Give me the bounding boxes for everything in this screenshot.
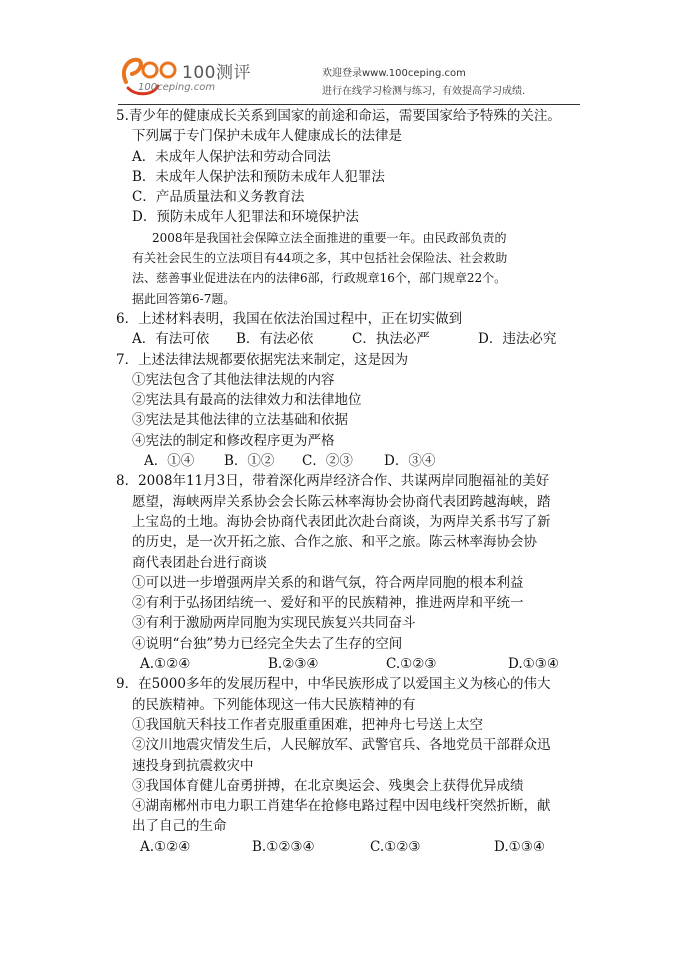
q8-item-2: ②有利于弘扬团结统一、爱好和平的民族精神，推进两岸和平统一 (132, 595, 524, 612)
q5-option-a: A．未成年人保护法和劳动合同法 (132, 148, 331, 165)
q9-item-2-line-2: 速投身到抗震救灾中 (132, 757, 254, 774)
q8-stem-line-4: 的历史，是一次开拓之旅、合作之旅、和平之旅。陈云林率海协会协 (132, 534, 537, 551)
q5-stem-line-1: 5.青少年的健康成长关系到国家的前途和命运，需要国家给予特殊的关注。 (116, 108, 561, 124)
logo-text: 100测评 (182, 63, 251, 83)
q8-item-3: ③有利于激励两岸同胞为实现民族复兴共同奋斗 (132, 615, 416, 632)
q6-options (116, 329, 586, 349)
material-line-4: 据此回答第6-7题。 (132, 291, 236, 306)
material-line-2: 有关社会民生的立法项目有44项之多，其中包括社会保险法、社会救助 (132, 251, 508, 266)
q9-stem-line-1: 9．在5000多年的发展历程中，中华民族形成了以爱国主义为核心的伟大 (116, 676, 551, 693)
q8-stem-line-2: 愿望，海峡两岸关系协会会长陈云林率海协会协商代表团跨越海峡，踏 (132, 493, 551, 510)
q9-option-a: A.①②④ (140, 838, 191, 855)
q7-option-a: A．①④ (144, 453, 195, 470)
q5-option-c: C．产品质量法和义务教育法 (132, 189, 305, 206)
material-line-1: 2008年是我国社会保障立法全面推进的重要一年。由民政部负责的 (152, 230, 507, 245)
question-content (116, 106, 586, 857)
q9-option-c: C.①②③ (370, 838, 421, 855)
q6-option-d: D．违法必究 (478, 331, 557, 348)
q7-stem: 7．上述法律法规都要依据宪法来制定，这是因为 (116, 351, 409, 368)
q7-item-1: ①宪法包含了其他法律法规的内容 (132, 371, 335, 388)
q6-option-a: A．有法可依 (132, 331, 210, 348)
q8-options (116, 654, 586, 674)
q9-stem-line-2: 的民族精神。下列能体现这一伟大民族精神的有 (132, 696, 416, 713)
site-header (118, 52, 580, 104)
q7-item-2: ②宪法具有最高的法律效力和法律地位 (132, 392, 362, 409)
q8-stem-line-3: 上宝岛的土地。海协会协商代表团此次赴台商谈，为两岸关系书写了新 (132, 513, 551, 530)
slogan-line-2: 进行在线学习检测与练习，有效提高学习成绩. (322, 86, 526, 97)
q8-stem-line-1: 8．2008年11月3日，带着深化两岸经济合作、共谋两岸同胞福祉的美好 (116, 473, 550, 490)
q9-option-d: D.①③④ (494, 838, 545, 855)
q9-option-b: B.①②③④ (252, 838, 315, 855)
q9-item-3: ③我国体育健儿奋勇拼搏，在北京奥运会、残奥会上获得优异成绩 (132, 777, 524, 794)
slogan-line-1: 欢迎登录www.100ceping.com (322, 68, 466, 79)
q7-item-4: ④宪法的制定和修改程序更为严格 (132, 432, 335, 449)
q9-item-4-line-1: ④湖南郴州市电力职工肖建华在抢修电路过程中因电线杆突然折断，献 (132, 798, 551, 815)
q6-option-c: C．执法必严 (352, 331, 430, 348)
q8-stem-line-5: 商代表团赴台进行商谈 (132, 554, 267, 571)
header-divider (118, 104, 580, 105)
q7-option-c: C．②③ (302, 453, 353, 470)
q7-item-3: ③宪法是其他法律的立法基础和依据 (132, 412, 348, 429)
q5-option-b: B．未成年人保护法和预防未成年人犯罪法 (132, 168, 385, 185)
q9-item-4-line-2: 出了自己的生命 (132, 818, 227, 835)
q5-option-d: D．预防未成年人犯罪法和环境保护法 (132, 209, 359, 226)
q8-item-4: ④说明“台独”势力已经完全失去了生存的空间 (132, 635, 403, 652)
q6-stem: 6．上述材料表明，我国在依法治国过程中，正在切实做到 (116, 310, 463, 327)
q6-option-b: B．有法必依 (236, 331, 314, 348)
logo-url: 100ceping.com (138, 82, 216, 93)
q7-options (116, 451, 586, 471)
q8-item-1: ①可以进一步增强两岸关系的和谐气氛，符合两岸同胞的根本利益 (132, 574, 524, 591)
q9-item-2-line-1: ②汶川地震灾情发生后，人民解放军、武警官兵、各地党员干部群众迅 (132, 737, 551, 754)
q7-option-b: B．①② (224, 453, 275, 470)
q8-option-b: B.②③④ (268, 656, 319, 673)
q8-option-c: C.①②③ (386, 656, 437, 673)
q5-stem-line-2: 下列属于专门保护未成年人健康成长的法律是 (132, 128, 402, 145)
q9-options (116, 837, 586, 857)
q8-option-d: D.①③④ (508, 656, 559, 673)
q8-option-a: A.①②④ (140, 656, 191, 673)
q9-item-1: ①我国航天科技工作者克服重重困难，把神舟七号送上太空 (132, 716, 483, 733)
material-line-3: 法、慈善事业促进法在内的法律6部，行政规章16个，部门规章22个。 (132, 271, 507, 286)
q7-option-d: D．③④ (384, 453, 436, 470)
